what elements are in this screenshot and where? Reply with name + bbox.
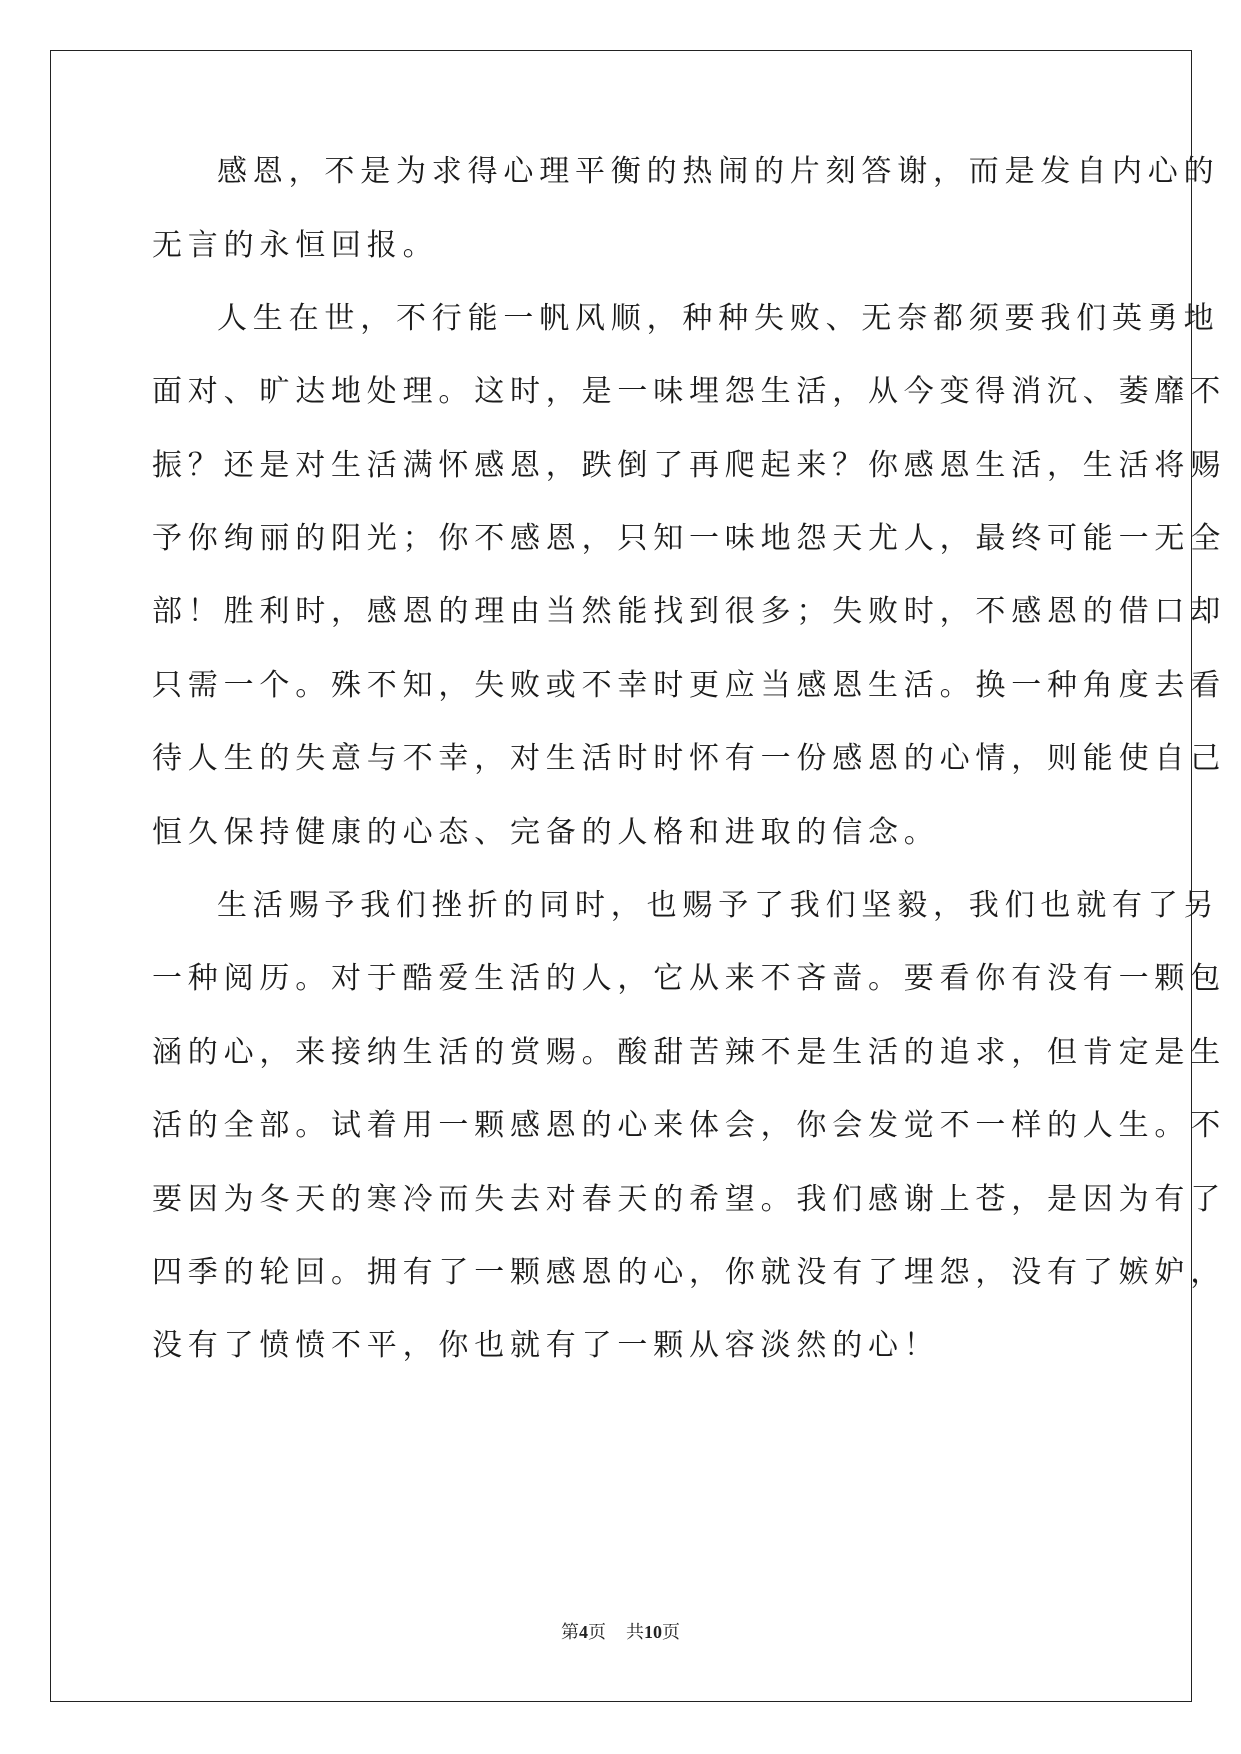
page-total-number: 10 xyxy=(644,1622,662,1642)
paragraph-2-line-7: 待人生的失意与不幸，对生活时时怀有一份感恩的心情，则能使自己 xyxy=(152,741,1226,776)
total-prefix: 共 xyxy=(626,1622,644,1642)
paragraph-3-line-4: 活的全部。试着用一颗感恩的心来体会，你会发觉不一样的人生。不 xyxy=(152,1108,1226,1143)
paragraph-2-line-6: 只需一个。殊不知，失败或不幸时更应当感恩生活。换一种角度去看 xyxy=(152,668,1226,703)
paragraph-3-line-7: 没有了愤愤不平，你也就有了一颗从容淡然的心！ xyxy=(152,1328,940,1363)
page-current-number: 4 xyxy=(579,1622,588,1642)
paragraph-2-line-1: 人生在世，不行能一帆风顺，种种失败、无奈都须要我们英勇地 xyxy=(217,301,1220,336)
paragraph-1-line-2: 无言的永恒回报。 xyxy=(152,228,439,263)
paragraph-3-line-3: 涵的心，来接纳生活的赏赐。酸甜苦辣不是生活的追求，但肯定是生 xyxy=(152,1035,1226,1070)
page-suffix: 页 xyxy=(588,1622,606,1642)
paragraph-3-line-6: 四季的轮回。拥有了一颗感恩的心，你就没有了埋怨，没有了嫉妒， xyxy=(152,1255,1226,1290)
total-suffix: 页 xyxy=(662,1622,680,1642)
page-prefix: 第 xyxy=(561,1622,579,1642)
paragraph-2-line-5: 部！胜利时，感恩的理由当然能找到很多；失败时，不感恩的借口却 xyxy=(152,594,1226,629)
paragraph-2-line-4: 予你绚丽的阳光；你不感恩，只知一味地怨天尤人，最终可能一无全 xyxy=(152,521,1226,556)
page-border xyxy=(50,50,1226,1702)
page-footer xyxy=(0,1620,1241,1644)
paragraph-2-line-8: 恒久保持健康的心态、完备的人格和进取的信念。 xyxy=(152,815,940,850)
paragraph-3-line-1: 生活赐予我们挫折的同时，也赐予了我们坚毅，我们也就有了另 xyxy=(217,888,1220,923)
paragraph-3-line-5: 要因为冬天的寒冷而失去对春天的希望。我们感谢上苍，是因为有了 xyxy=(152,1182,1226,1217)
paragraph-1-line-1: 感恩，不是为求得心理平衡的热闹的片刻答谢，而是发自内心的 xyxy=(217,154,1220,189)
paragraph-2-line-3: 振？还是对生活满怀感恩，跌倒了再爬起来？你感恩生活，生活将赐 xyxy=(152,448,1226,483)
paragraph-3-line-2: 一种阅历。对于酷爱生活的人，它从来不吝啬。要看你有没有一颗包 xyxy=(152,961,1226,996)
paragraph-2-line-2: 面对、旷达地处理。这时，是一味埋怨生活，从今变得消沉、萎靡不 xyxy=(152,374,1226,409)
